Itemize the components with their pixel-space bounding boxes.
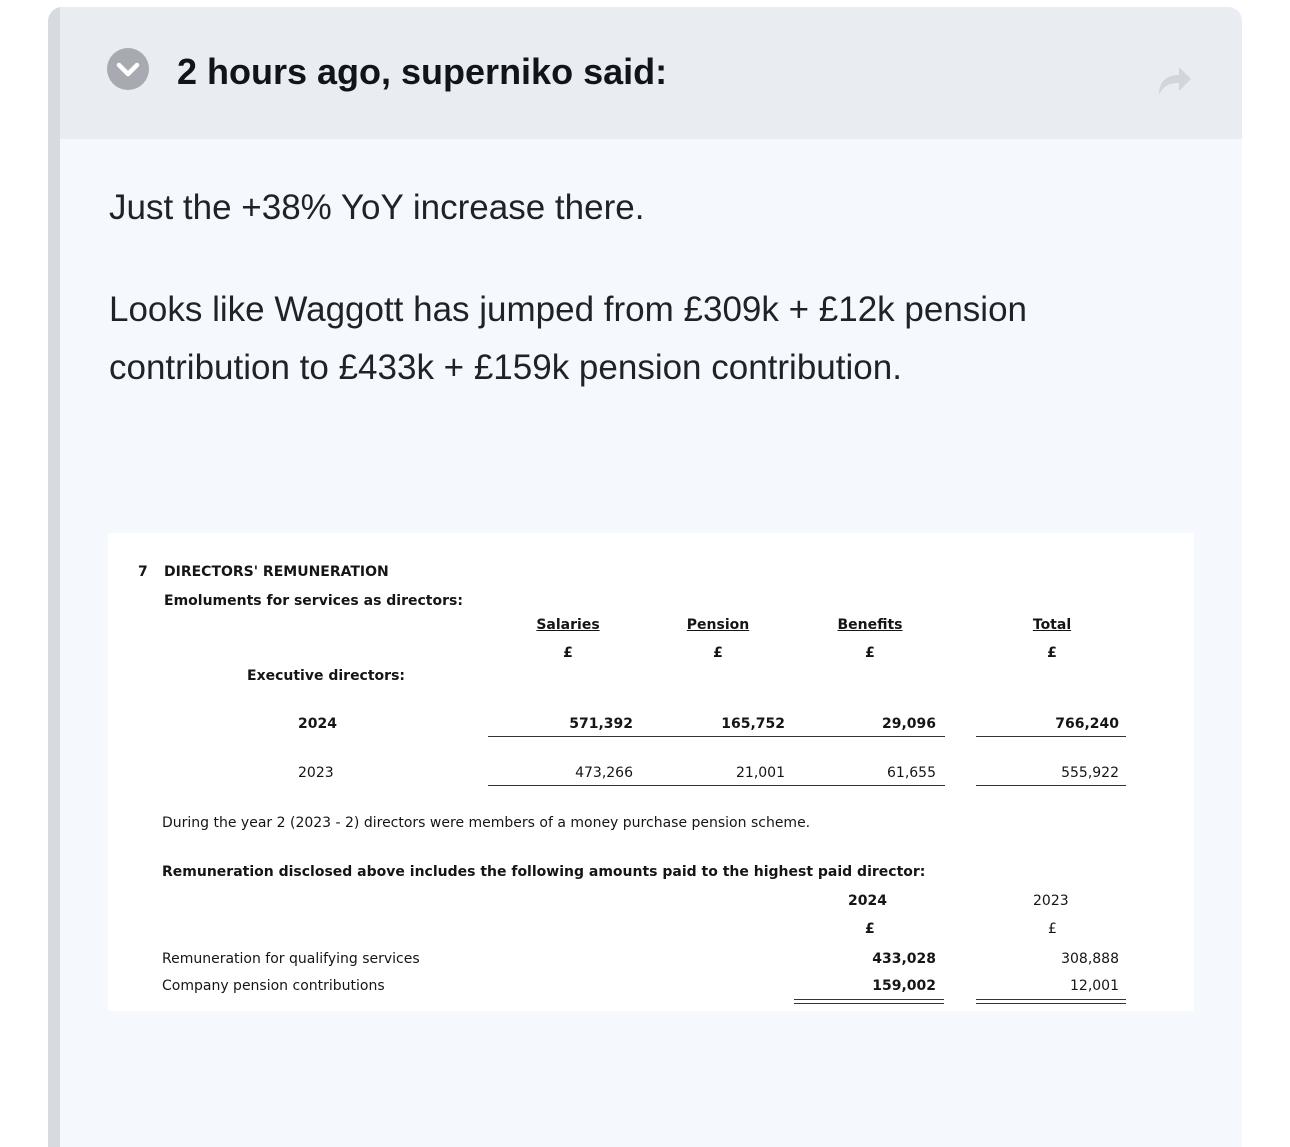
total-rule-2024: [976, 736, 1126, 737]
highest-paid-year-2023: 2023: [1033, 893, 1069, 909]
directors-remuneration-document: [108, 533, 1194, 1011]
cell-total-2023: 555,922: [1061, 765, 1119, 781]
cell-benefits-2024: 29,096: [881, 716, 936, 732]
section-title: DIRECTORS' REMUNERATION: [164, 564, 389, 580]
column-header-total: Total: [1032, 617, 1072, 633]
section-number: 7: [138, 564, 148, 580]
double-rule-2024-top: [794, 999, 944, 1000]
column-unit-total: £: [1047, 645, 1057, 661]
pension-note: During the year 2 (2023 - 2) directors were members of a money purchase pension scheme.: [162, 815, 811, 831]
group-label: Executive directors:: [247, 668, 406, 684]
highest-paid-unit-2023: £: [1048, 921, 1057, 937]
cell-benefits-2023: 61,655: [887, 765, 936, 781]
column-header-salaries: Salaries: [536, 617, 600, 633]
quote-paragraph-2: Looks like Waggott has jumped from £309k + £12k pension contribution to £433k + £159k pension contribution.: [109, 290, 1027, 387]
quote-author-line[interactable]: 2 hours ago, superniko said:: [177, 51, 668, 92]
cell-salaries-2024: 571,392: [569, 716, 633, 732]
pension-contributions-2024: 159,002: [872, 978, 936, 994]
cell-salaries-2023: 473,266: [575, 765, 633, 781]
pension-contributions-label: Company pension contributions: [162, 978, 385, 994]
column-unit-salaries: £: [563, 645, 573, 661]
cell-pension-2024: 165,752: [721, 716, 785, 732]
section-subtitle: Emoluments for services as directors:: [164, 593, 463, 609]
qualifying-services-2024: 433,028: [872, 951, 936, 967]
row-year-2024: 2024: [298, 716, 337, 732]
double-rule-2023-top: [976, 999, 1126, 1000]
row-rule-2023: [488, 785, 945, 786]
share-arrow-icon[interactable]: [1153, 59, 1195, 101]
row-year-2023: 2023: [298, 765, 334, 781]
cell-total-2024: 766,240: [1055, 716, 1119, 732]
total-rule-2023: [976, 785, 1126, 786]
qualifying-services-label: Remuneration for qualifying services: [162, 951, 420, 967]
chevron-down-circle-icon[interactable]: [107, 48, 149, 90]
qualifying-services-2023: 308,888: [1061, 951, 1119, 967]
column-unit-benefits: £: [865, 645, 875, 661]
cell-pension-2023: 21,001: [736, 765, 785, 781]
quote-left-bar: [48, 7, 60, 1147]
quote-block: [48, 7, 1242, 1147]
double-rule-2024-bottom: [794, 1003, 944, 1004]
pension-contributions-2023: 12,001: [1070, 978, 1119, 994]
column-unit-pension: £: [713, 645, 723, 661]
double-rule-2023-bottom: [976, 1003, 1126, 1004]
quote-paragraph-1: Just the +38% YoY increase there.: [109, 188, 645, 227]
highest-paid-heading: Remuneration disclosed above includes the following amounts paid to the highest paid director:: [162, 864, 926, 880]
row-rule-2024: [488, 736, 945, 737]
column-header-pension: Pension: [686, 617, 750, 633]
highest-paid-year-2024: 2024: [848, 893, 887, 909]
highest-paid-unit-2024: £: [865, 921, 875, 937]
column-header-benefits: Benefits: [837, 617, 903, 633]
